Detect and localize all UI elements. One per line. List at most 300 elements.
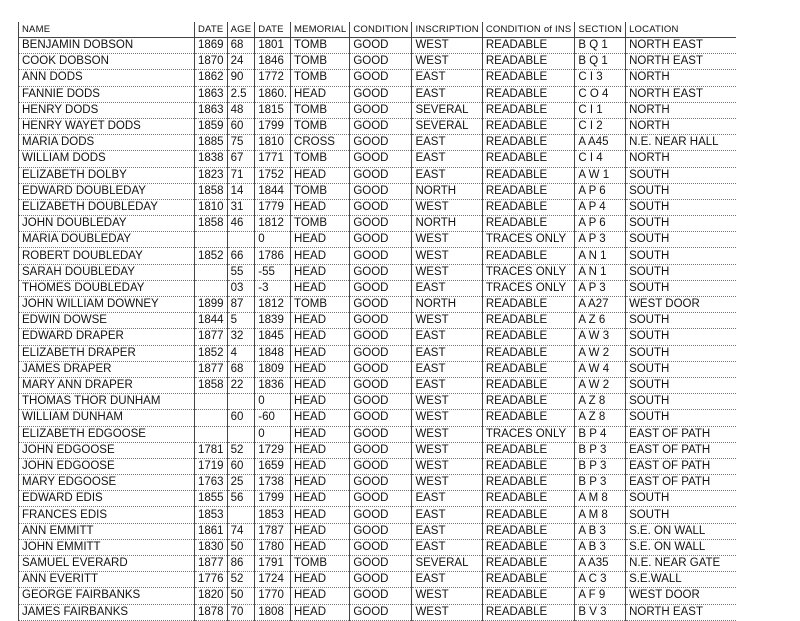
inscription-condition-cell: TRACES ONLY — [482, 232, 575, 248]
header-inscription: INSCRIPTION — [412, 22, 482, 38]
age-cell: 5 — [227, 313, 255, 329]
memorial-cell: HEAD — [291, 458, 350, 474]
age-cell: 4 — [227, 345, 255, 361]
name-cell: JOHN WILLIAM DOWNEY — [19, 297, 195, 313]
death-date-cell: 1820 — [195, 588, 228, 604]
condition-cell: GOOD — [350, 151, 412, 167]
memorial-cell: HEAD — [291, 426, 350, 442]
location-cell: SOUTH — [626, 183, 736, 199]
table-row — [19, 70, 736, 86]
inscription-condition-cell: READABLE — [482, 507, 575, 523]
condition-cell: GOOD — [350, 280, 412, 296]
memorial-cell: TOMB — [291, 118, 350, 134]
header-memorial: MEMORIAL — [291, 22, 350, 38]
location-cell: SOUTH — [626, 507, 736, 523]
location-cell: EAST OF PATH — [626, 458, 736, 474]
name-cell: JOHN DOUBLEDAY — [19, 216, 195, 232]
inscription-condition-cell: READABLE — [482, 38, 575, 54]
memorial-cell: HEAD — [291, 523, 350, 539]
name-cell: GEORGE FAIRBANKS — [19, 588, 195, 604]
memorial-cell: HEAD — [291, 199, 350, 215]
death-date-cell: 1858 — [195, 377, 228, 393]
condition-cell: GOOD — [350, 604, 412, 620]
inscription-condition-cell: READABLE — [482, 394, 575, 410]
birth-date-cell: 1860. — [255, 86, 291, 102]
section-cell: A N 1 — [575, 264, 626, 280]
condition-cell: GOOD — [350, 232, 412, 248]
age-cell — [227, 232, 255, 248]
name-cell: ELIZABETH DOLBY — [19, 167, 195, 183]
memorial-cell: HEAD — [291, 410, 350, 426]
inscription-condition-cell: READABLE — [482, 572, 575, 588]
location-cell: NORTH EAST — [626, 86, 736, 102]
age-cell: 2.5 — [227, 86, 255, 102]
age-cell: 75 — [227, 135, 255, 151]
inscription-condition-cell: READABLE — [482, 54, 575, 70]
name-cell: SARAH DOUBLEDAY — [19, 264, 195, 280]
location-cell: EAST OF PATH — [626, 475, 736, 491]
inscription-condition-cell: READABLE — [482, 556, 575, 572]
section-cell: A Z 8 — [575, 394, 626, 410]
age-cell: 60 — [227, 410, 255, 426]
death-date-cell — [195, 410, 228, 426]
age-cell: 68 — [227, 38, 255, 54]
section-cell: A W 1 — [575, 167, 626, 183]
condition-cell: GOOD — [350, 38, 412, 54]
inscription-cell: NORTH — [412, 183, 482, 199]
age-cell: 22 — [227, 377, 255, 393]
birth-date-cell: 1724 — [255, 572, 291, 588]
condition-cell: GOOD — [350, 297, 412, 313]
memorial-cell: HEAD — [291, 475, 350, 491]
age-cell: 60 — [227, 118, 255, 134]
section-cell: A Z 8 — [575, 410, 626, 426]
inscription-condition-cell: READABLE — [482, 588, 575, 604]
condition-cell: GOOD — [350, 86, 412, 102]
inscription-cell: WEST — [412, 394, 482, 410]
death-date-cell: 1863 — [195, 102, 228, 118]
age-cell: 14 — [227, 183, 255, 199]
birth-date-cell: 1729 — [255, 442, 291, 458]
condition-cell: GOOD — [350, 410, 412, 426]
memorial-cell: HEAD — [291, 248, 350, 264]
death-date-cell: 1823 — [195, 167, 228, 183]
memorial-cell: CROSS — [291, 135, 350, 151]
inscription-condition-cell: READABLE — [482, 377, 575, 393]
table-row — [19, 345, 736, 361]
inscription-cell: SEVERAL — [412, 556, 482, 572]
section-cell: A A35 — [575, 556, 626, 572]
memorial-cell: HEAD — [291, 280, 350, 296]
table-row — [19, 426, 736, 442]
inscription-cell: EAST — [412, 135, 482, 151]
death-date-cell — [195, 394, 228, 410]
section-cell: B Q 1 — [575, 54, 626, 70]
location-cell: WEST DOOR — [626, 297, 736, 313]
death-date-cell: 1858 — [195, 183, 228, 199]
table-row — [19, 523, 736, 539]
inscription-condition-cell: READABLE — [482, 458, 575, 474]
condition-cell: GOOD — [350, 539, 412, 555]
name-cell: MARY EDGOOSE — [19, 475, 195, 491]
location-cell: SOUTH — [626, 410, 736, 426]
condition-cell: GOOD — [350, 135, 412, 151]
condition-cell: GOOD — [350, 264, 412, 280]
inscription-condition-cell: READABLE — [482, 410, 575, 426]
section-cell: A Z 6 — [575, 313, 626, 329]
age-cell: 60 — [227, 458, 255, 474]
inscription-cell: EAST — [412, 377, 482, 393]
age-cell: 25 — [227, 475, 255, 491]
condition-cell: GOOD — [350, 572, 412, 588]
death-date-cell: 1830 — [195, 539, 228, 555]
table-body — [19, 38, 736, 621]
death-date-cell: 1855 — [195, 491, 228, 507]
inscription-condition-cell: READABLE — [482, 523, 575, 539]
condition-cell: GOOD — [350, 588, 412, 604]
location-cell: NORTH — [626, 118, 736, 134]
memorial-cell: HEAD — [291, 588, 350, 604]
name-cell: WILLIAM DUNHAM — [19, 410, 195, 426]
death-date-cell: 1763 — [195, 475, 228, 491]
condition-cell: GOOD — [350, 491, 412, 507]
inscription-cell: WEST — [412, 588, 482, 604]
memorial-cell: HEAD — [291, 345, 350, 361]
name-cell: JAMES FAIRBANKS — [19, 604, 195, 620]
table-row — [19, 264, 736, 280]
section-cell: A P 4 — [575, 199, 626, 215]
inscription-condition-cell: READABLE — [482, 442, 575, 458]
section-cell: A B 3 — [575, 539, 626, 555]
location-cell: SOUTH — [626, 329, 736, 345]
location-cell: NORTH EAST — [626, 38, 736, 54]
birth-date-cell: 1659 — [255, 458, 291, 474]
location-cell: NORTH — [626, 102, 736, 118]
location-cell: NORTH EAST — [626, 54, 736, 70]
header-date-2: DATE — [255, 22, 291, 38]
inscription-cell: SEVERAL — [412, 102, 482, 118]
inscription-cell: EAST — [412, 86, 482, 102]
section-cell: C I 4 — [575, 151, 626, 167]
inscription-cell: WEST — [412, 410, 482, 426]
memorial-cell: HEAD — [291, 86, 350, 102]
memorial-cell: HEAD — [291, 394, 350, 410]
name-cell: FANNIE DODS — [19, 86, 195, 102]
name-cell: WILLIAM DODS — [19, 151, 195, 167]
section-cell: A W 2 — [575, 345, 626, 361]
inscription-cell: NORTH — [412, 297, 482, 313]
memorial-cell: HEAD — [291, 329, 350, 345]
section-cell: B V 3 — [575, 604, 626, 620]
table-row — [19, 297, 736, 313]
condition-cell: GOOD — [350, 458, 412, 474]
table-row — [19, 329, 736, 345]
birth-date-cell: 1770 — [255, 588, 291, 604]
header-row — [19, 22, 736, 38]
location-cell: NORTH — [626, 151, 736, 167]
age-cell: 71 — [227, 167, 255, 183]
name-cell: BENJAMIN DOBSON — [19, 38, 195, 54]
inscription-cell: EAST — [412, 361, 482, 377]
birth-date-cell: -60 — [255, 410, 291, 426]
age-cell: 52 — [227, 442, 255, 458]
inscription-cell: EAST — [412, 151, 482, 167]
inscription-condition-cell: READABLE — [482, 183, 575, 199]
section-cell: B P 3 — [575, 458, 626, 474]
name-cell: EDWIN DOWSE — [19, 313, 195, 329]
birth-date-cell: 1738 — [255, 475, 291, 491]
age-cell: 66 — [227, 248, 255, 264]
condition-cell: GOOD — [350, 183, 412, 199]
table-row — [19, 442, 736, 458]
inscription-cell: WEST — [412, 248, 482, 264]
age-cell: 86 — [227, 556, 255, 572]
inscription-cell: EAST — [412, 523, 482, 539]
age-cell: 67 — [227, 151, 255, 167]
inscription-condition-cell: READABLE — [482, 102, 575, 118]
table-row — [19, 54, 736, 70]
condition-cell: GOOD — [350, 199, 412, 215]
name-cell: EDWARD DRAPER — [19, 329, 195, 345]
condition-cell: GOOD — [350, 442, 412, 458]
memorial-cell: HEAD — [291, 491, 350, 507]
header-condition: CONDITION — [350, 22, 412, 38]
location-cell: SOUTH — [626, 280, 736, 296]
table-row — [19, 232, 736, 248]
condition-cell: GOOD — [350, 70, 412, 86]
name-cell: JOHN EDGOOSE — [19, 442, 195, 458]
birth-date-cell: 1836 — [255, 377, 291, 393]
table-row — [19, 118, 736, 134]
header-section: SECTION — [575, 22, 626, 38]
age-cell: 52 — [227, 572, 255, 588]
inscription-cell: EAST — [412, 345, 482, 361]
inscription-cell: WEST — [412, 54, 482, 70]
inscription-cell: EAST — [412, 507, 482, 523]
inscription-condition-cell: READABLE — [482, 167, 575, 183]
inscription-cell: WEST — [412, 313, 482, 329]
section-cell: A B 3 — [575, 523, 626, 539]
table-row — [19, 491, 736, 507]
location-cell: SOUTH — [626, 199, 736, 215]
birth-date-cell: 1752 — [255, 167, 291, 183]
location-cell: SOUTH — [626, 394, 736, 410]
condition-cell: GOOD — [350, 361, 412, 377]
condition-cell: GOOD — [350, 167, 412, 183]
condition-cell: GOOD — [350, 523, 412, 539]
table-row — [19, 377, 736, 393]
age-cell: 87 — [227, 297, 255, 313]
birth-date-cell: 1771 — [255, 151, 291, 167]
section-cell: A W 4 — [575, 361, 626, 377]
memorial-cell: TOMB — [291, 38, 350, 54]
name-cell: ANN DODS — [19, 70, 195, 86]
death-date-cell: 1885 — [195, 135, 228, 151]
birth-date-cell: 1809 — [255, 361, 291, 377]
death-date-cell: 1776 — [195, 572, 228, 588]
table-row — [19, 394, 736, 410]
memorial-register-table — [18, 22, 736, 621]
memorial-cell: TOMB — [291, 70, 350, 86]
table-row — [19, 199, 736, 215]
memorial-cell: TOMB — [291, 183, 350, 199]
age-cell: 32 — [227, 329, 255, 345]
inscription-condition-cell: READABLE — [482, 329, 575, 345]
table-row — [19, 539, 736, 555]
section-cell: C O 4 — [575, 86, 626, 102]
table-row — [19, 167, 736, 183]
death-date-cell: 1861 — [195, 523, 228, 539]
section-cell: B P 4 — [575, 426, 626, 442]
section-cell: A P 3 — [575, 280, 626, 296]
death-date-cell: 1899 — [195, 297, 228, 313]
memorial-cell: TOMB — [291, 102, 350, 118]
condition-cell: GOOD — [350, 118, 412, 134]
condition-cell: GOOD — [350, 102, 412, 118]
birth-date-cell: -55 — [255, 264, 291, 280]
name-cell: JOHN EMMITT — [19, 539, 195, 555]
birth-date-cell: 1772 — [255, 70, 291, 86]
age-cell — [227, 426, 255, 442]
inscription-cell: WEST — [412, 232, 482, 248]
location-cell: NORTH EAST — [626, 604, 736, 620]
birth-date-cell: 1799 — [255, 491, 291, 507]
name-cell: EDWARD EDIS — [19, 491, 195, 507]
inscription-cell: EAST — [412, 280, 482, 296]
table-row — [19, 102, 736, 118]
memorial-cell: TOMB — [291, 151, 350, 167]
inscription-condition-cell: READABLE — [482, 199, 575, 215]
name-cell: JAMES DRAPER — [19, 361, 195, 377]
memorial-cell: HEAD — [291, 442, 350, 458]
location-cell: S.E.WALL — [626, 572, 736, 588]
section-cell: B Q 1 — [575, 38, 626, 54]
birth-date-cell: 1844 — [255, 183, 291, 199]
birth-date-cell: 1812 — [255, 297, 291, 313]
condition-cell: GOOD — [350, 313, 412, 329]
memorial-cell: HEAD — [291, 361, 350, 377]
inscription-condition-cell: READABLE — [482, 118, 575, 134]
death-date-cell: 1858 — [195, 216, 228, 232]
name-cell: ELIZABETH EDGOOSE — [19, 426, 195, 442]
memorial-cell: HEAD — [291, 167, 350, 183]
death-date-cell: 1870 — [195, 54, 228, 70]
birth-date-cell: 1779 — [255, 199, 291, 215]
section-cell: A A27 — [575, 297, 626, 313]
section-cell: A W 3 — [575, 329, 626, 345]
condition-cell: GOOD — [350, 475, 412, 491]
table-row — [19, 216, 736, 232]
age-cell: 68 — [227, 361, 255, 377]
inscription-condition-cell: READABLE — [482, 345, 575, 361]
header-condition-of-inscription: CONDITION of INS — [482, 22, 575, 38]
table-row — [19, 604, 736, 620]
section-cell: A P 3 — [575, 232, 626, 248]
birth-date-cell: 1815 — [255, 102, 291, 118]
name-cell: THOMAS THOR DUNHAM — [19, 394, 195, 410]
birth-date-cell: 1799 — [255, 118, 291, 134]
table-row — [19, 38, 736, 54]
inscription-condition-cell: READABLE — [482, 539, 575, 555]
table-row — [19, 280, 736, 296]
table-row — [19, 507, 736, 523]
location-cell: S.E. ON WALL — [626, 539, 736, 555]
inscription-condition-cell: READABLE — [482, 604, 575, 620]
location-cell: S.E. ON WALL — [626, 523, 736, 539]
memorial-cell: HEAD — [291, 313, 350, 329]
memorial-cell: HEAD — [291, 539, 350, 555]
birth-date-cell: 1801 — [255, 38, 291, 54]
header-date: DATE — [195, 22, 228, 38]
birth-date-cell: 0 — [255, 426, 291, 442]
death-date-cell: 1853 — [195, 507, 228, 523]
location-cell: WEST DOOR — [626, 588, 736, 604]
age-cell: 74 — [227, 523, 255, 539]
death-date-cell: 1877 — [195, 361, 228, 377]
inscription-condition-cell: READABLE — [482, 135, 575, 151]
condition-cell: GOOD — [350, 556, 412, 572]
inscription-cell: EAST — [412, 491, 482, 507]
name-cell: ANN EVERITT — [19, 572, 195, 588]
location-cell: SOUTH — [626, 345, 736, 361]
inscription-cell: EAST — [412, 167, 482, 183]
birth-date-cell: 1846 — [255, 54, 291, 70]
age-cell: 50 — [227, 588, 255, 604]
birth-date-cell: 1848 — [255, 345, 291, 361]
location-cell: SOUTH — [626, 361, 736, 377]
death-date-cell: 1844 — [195, 313, 228, 329]
table-row — [19, 572, 736, 588]
table-row — [19, 410, 736, 426]
table-row — [19, 135, 736, 151]
death-date-cell: 1852 — [195, 248, 228, 264]
birth-date-cell: 1839 — [255, 313, 291, 329]
inscription-cell: WEST — [412, 458, 482, 474]
location-cell: SOUTH — [626, 313, 736, 329]
inscription-cell: EAST — [412, 329, 482, 345]
birth-date-cell: 1780 — [255, 539, 291, 555]
condition-cell: GOOD — [350, 507, 412, 523]
section-cell: B P 3 — [575, 475, 626, 491]
death-date-cell — [195, 264, 228, 280]
memorial-cell: HEAD — [291, 507, 350, 523]
name-cell: JOHN EDGOOSE — [19, 458, 195, 474]
section-cell: C I 3 — [575, 70, 626, 86]
name-cell: FRANCES EDIS — [19, 507, 195, 523]
condition-cell: GOOD — [350, 377, 412, 393]
table-row — [19, 458, 736, 474]
birth-date-cell: 1791 — [255, 556, 291, 572]
death-date-cell: 1852 — [195, 345, 228, 361]
section-cell: A M 8 — [575, 507, 626, 523]
inscription-condition-cell: READABLE — [482, 297, 575, 313]
inscription-cell: WEST — [412, 264, 482, 280]
birth-date-cell: 1808 — [255, 604, 291, 620]
age-cell: 70 — [227, 604, 255, 620]
section-cell: A A45 — [575, 135, 626, 151]
condition-cell: GOOD — [350, 54, 412, 70]
table-row — [19, 151, 736, 167]
condition-cell: GOOD — [350, 216, 412, 232]
death-date-cell: 1862 — [195, 70, 228, 86]
inscription-cell: EAST — [412, 539, 482, 555]
name-cell: HENRY WAYET DODS — [19, 118, 195, 134]
inscription-condition-cell: READABLE — [482, 248, 575, 264]
inscription-condition-cell: TRACES ONLY — [482, 264, 575, 280]
death-date-cell: 1877 — [195, 329, 228, 345]
memorial-cell: HEAD — [291, 377, 350, 393]
death-date-cell: 1869 — [195, 38, 228, 54]
